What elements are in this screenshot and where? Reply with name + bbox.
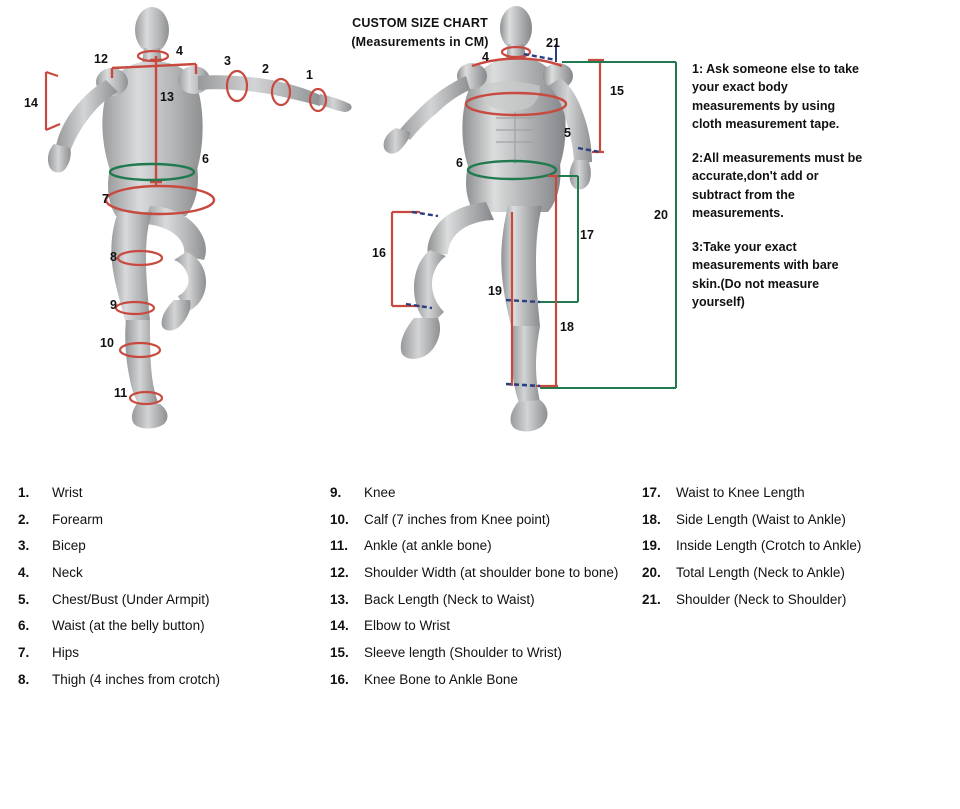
title-line-1: CUSTOM SIZE CHART: [352, 16, 488, 30]
legend-number: 16.: [330, 671, 349, 687]
legend-item: [18, 669, 308, 692]
legend-number: 18.: [642, 511, 661, 527]
callout-front-16: 16: [372, 246, 386, 260]
legend-number: 4.: [18, 565, 30, 581]
legend-item: [642, 562, 942, 585]
legend-number: 17.: [642, 485, 661, 500]
callout-back-6: 6: [202, 152, 209, 166]
legend-label: Waist to Knee Length: [676, 485, 805, 500]
legend-label: Wrist: [52, 485, 83, 500]
callout-front-20: 20: [654, 208, 668, 222]
legend-item: [330, 669, 620, 692]
legend-number: 5.: [18, 591, 30, 607]
note-1: 1: Ask someone else to take your exact body measurements by using cloth measurement tape.: [692, 62, 859, 131]
legend-label: Elbow to Wrist: [364, 618, 451, 634]
legend-item: [330, 642, 620, 665]
legend-number: 12.: [330, 565, 349, 581]
callout-front-18: 18: [560, 320, 574, 334]
body-measurement-figures: [0, 0, 690, 470]
callout-front-17: 17: [580, 228, 594, 242]
legend-item: [330, 535, 620, 558]
legend-item: [330, 482, 620, 505]
legend-label: Shoulder Width (at shoulder bone to bone): [364, 565, 619, 581]
legend-number: 13.: [330, 591, 349, 607]
legend-item: [18, 562, 308, 585]
callout-back-7: 7: [102, 192, 109, 206]
legend-column-2: [330, 482, 620, 695]
legend-label: Neck: [52, 565, 83, 581]
legend-label: Forearm: [52, 511, 104, 527]
legend-item: [642, 482, 942, 505]
callout-back-8: 8: [110, 250, 117, 264]
legend-number: 20.: [642, 565, 661, 581]
legend-label: Hips: [52, 645, 80, 661]
legend-number: 1.: [18, 485, 30, 500]
legend-item: [330, 589, 620, 612]
legend-number: 15.: [330, 645, 349, 661]
callout-front-19: 19: [488, 284, 502, 298]
legend-item: [18, 615, 308, 638]
legend-item: [330, 562, 620, 585]
legend-number: 8.: [18, 671, 30, 687]
legend-label: Ankle (at ankle bone): [364, 538, 492, 554]
callout-back-14: 14: [24, 96, 38, 110]
legend-number: 9.: [330, 485, 342, 500]
legend-item: [642, 589, 942, 612]
legend-label: Chest/Bust (Under Armpit): [52, 591, 210, 607]
callout-back-2: 2: [262, 62, 269, 76]
note-3: 3:Take your exact measurements with bare skin.(Do not measure yourself): [692, 240, 839, 309]
legend-label: Calf (7 inches from Knee point): [364, 511, 551, 527]
legend-label: Side Length (Waist to Ankle): [676, 511, 846, 527]
legend-label: Thigh (4 inches from crotch): [52, 671, 221, 687]
figure-front-view: [384, 6, 676, 431]
legend-item: [642, 509, 942, 532]
legend-item: [330, 509, 620, 532]
legend-number: 19.: [642, 538, 661, 554]
callout-front-4: 4: [482, 50, 489, 64]
title-line-2: (Measurements in CM): [351, 35, 489, 50]
callout-front-5: 5: [564, 126, 571, 140]
legend-label: Sleeve length (Shoulder to Wrist): [364, 645, 562, 661]
legend-column-3: [642, 482, 942, 615]
legend-item: [330, 615, 620, 638]
legend-label: Inside Length (Crotch to Ankle): [676, 538, 862, 554]
callout-back-9: 9: [110, 298, 117, 312]
legend-number: 6.: [18, 618, 30, 634]
legend-label: Bicep: [52, 538, 86, 554]
legend-item: [18, 509, 308, 532]
legend-item: [18, 535, 308, 558]
callout-front-6: 6: [456, 156, 463, 170]
legend-number: 21.: [642, 591, 661, 607]
legend-label: Waist (at the belly button): [52, 618, 205, 634]
legend-label: Knee: [364, 485, 396, 500]
legend-number: 2.: [18, 511, 30, 527]
callout-back-3: 3: [224, 54, 231, 68]
callout-back-1: 1: [306, 68, 313, 82]
measurement-legend: [0, 482, 960, 802]
legend-label: Knee Bone to Ankle Bone: [364, 671, 518, 687]
legend-number: 3.: [18, 538, 30, 554]
legend-item: [18, 482, 308, 505]
legend-number: 11.: [330, 538, 349, 554]
callout-back-4: 4: [176, 44, 183, 58]
legend-item: [642, 535, 942, 558]
legend-number: 14.: [330, 618, 349, 634]
legend-label: Back Length (Neck to Waist): [364, 591, 535, 607]
callout-back-12: 12: [94, 52, 108, 66]
callout-front-21: 21: [546, 36, 560, 50]
legend-item: [18, 642, 308, 665]
legend-label: Shoulder (Neck to Shoulder): [676, 591, 847, 607]
note-2: 2:All measurements must be accurate,don't add or subtract from the measurements.: [692, 151, 863, 220]
legend-label: Total Length (Neck to Ankle): [676, 565, 845, 581]
callout-back-13: 13: [160, 90, 174, 104]
callout-front-15: 15: [610, 84, 624, 98]
legend-number: 7.: [18, 645, 30, 661]
legend-column-1: [18, 482, 308, 695]
instructions-notes: [692, 60, 864, 327]
callout-back-10: 10: [100, 336, 114, 350]
legend-item: [18, 589, 308, 612]
callout-back-11: 11: [114, 386, 128, 400]
legend-number: 10.: [330, 511, 349, 527]
